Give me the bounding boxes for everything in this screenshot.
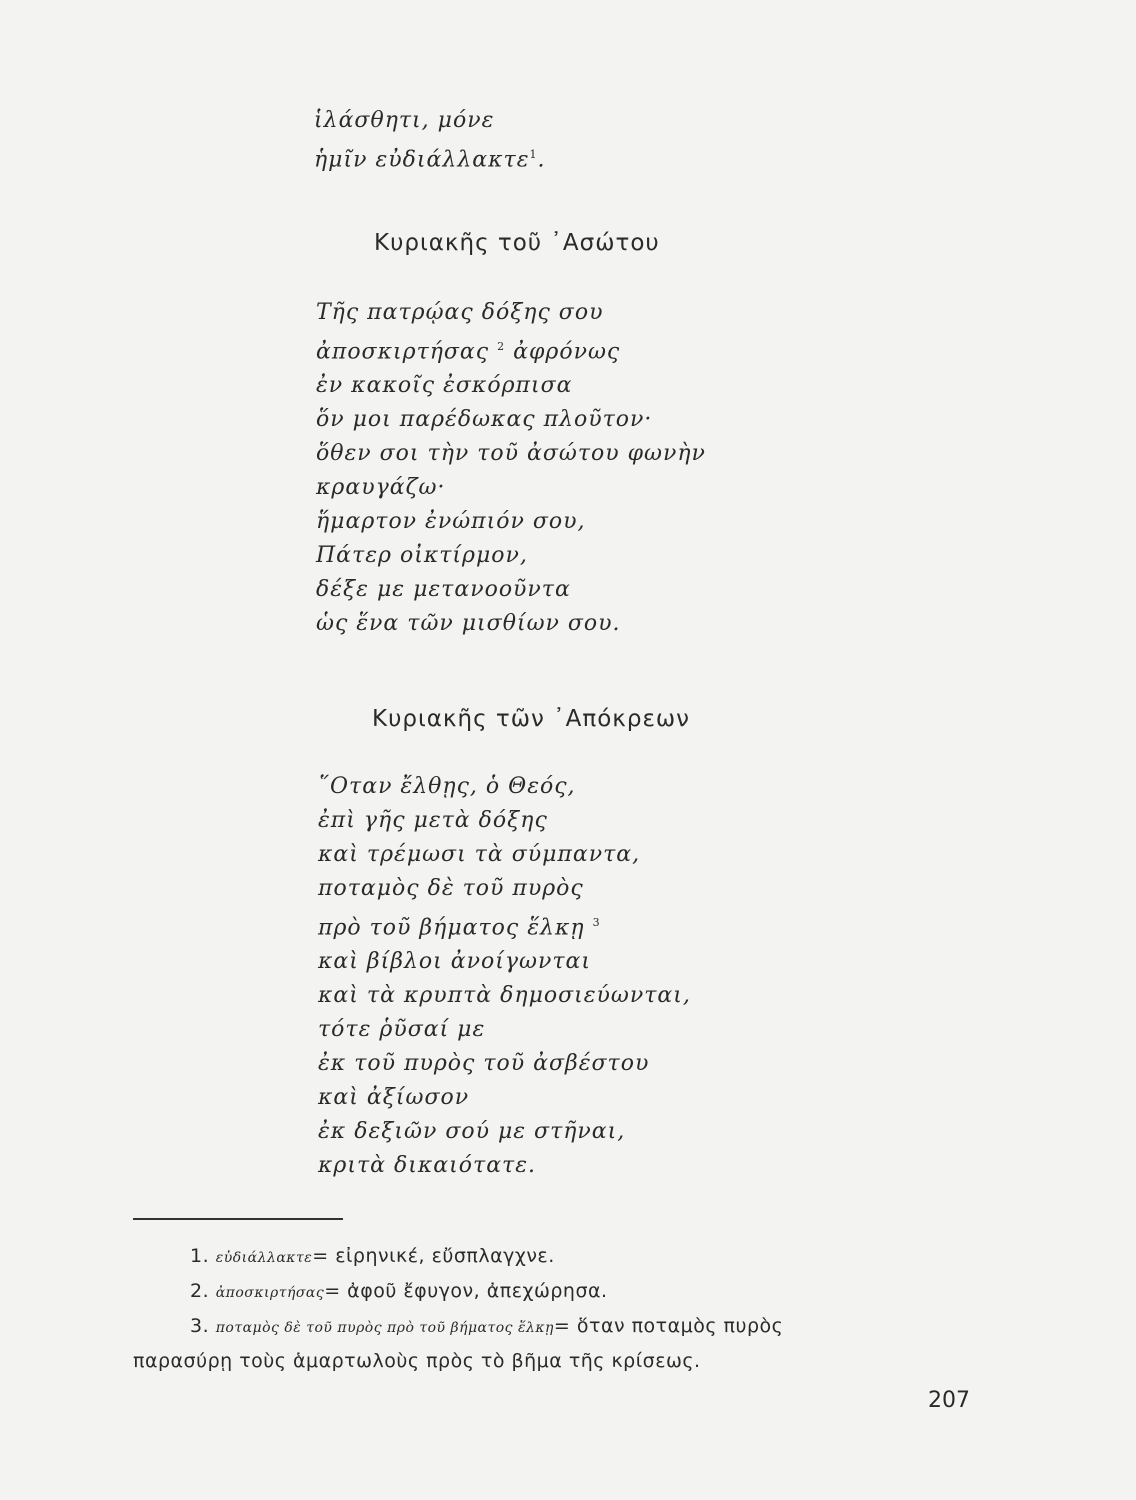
verse-line: ῞Οταν ἔλθῃς, ὁ Θεός, <box>318 774 576 799</box>
verse-line: ἥμαρτον ἐνώπιόν σου, <box>316 509 586 535</box>
verse-line: ἐκ δεξιῶν σού με στῆναι, <box>318 1119 626 1145</box>
verse-line: ὅν μοι παρέδωκας πλοῦτον· <box>316 407 653 433</box>
footnote-ref: 2 <box>497 340 506 353</box>
verse-line: Τῆς πατρῴας δόξης σου <box>316 300 604 325</box>
verse-line: κραυγάζω· <box>316 475 446 501</box>
verse-line: ποταμὸς δὲ τοῦ πυρὸς <box>318 876 584 901</box>
section-heading-asotou: Κυριακῆς τοῦ ᾿Ασώτου <box>374 230 660 256</box>
page-number: 207 <box>928 1388 970 1413</box>
verse-line: ἐπὶ γῆς μετὰ δόξης <box>318 808 548 833</box>
verse-line: Πάτερ οἰκτίρμον, <box>316 543 528 569</box>
footnote-ref: 3 <box>592 916 601 929</box>
verse-line: ὡς ἕνα τῶν μισθίων σου. <box>316 611 621 637</box>
verse-line: κριτὰ δικαιότατε. <box>318 1153 537 1179</box>
footnote-2: 2. ἀποσκιρτήσας= ἀφοῦ ἔφυγον, ἀπεχώρησα. <box>190 1280 608 1302</box>
verse-line: ἐκ τοῦ πυρὸς τοῦ ἀσβέστου <box>318 1051 650 1077</box>
verse-line: καὶ ἀξίωσον <box>318 1085 470 1111</box>
hymn-apokreon <box>318 770 691 1183</box>
verse-line: ἐν κακοῖς ἐσκόρπισα <box>316 373 573 399</box>
verse-line: τότε ῥῦσαί με <box>318 1017 486 1043</box>
verse-line: πρὸ τοῦ βήματος ἕλκῃ $^3$ <box>318 915 601 941</box>
verse-line: ἀποσκιρτήσας $^2$ ἀφρόνως <box>316 339 621 365</box>
section-heading-apokreon: Κυριακῆς τῶν ᾿Απόκρεων <box>372 706 690 732</box>
footnote-divider <box>133 1218 343 1220</box>
verse-line: ὅθεν σοι τὴν τοῦ ἀσώτου φωνὴν <box>316 441 706 467</box>
footnote-3-continuation: παρασύρῃ τοὺς ἁμαρτωλοὺς πρὸς τὸ βῆμα τῆς κρίσεως. <box>133 1350 701 1372</box>
verse-line: καὶ τρέμωσι τὰ σύμπαντα, <box>318 842 641 867</box>
verse-line: καὶ τὰ κρυπτὰ δημοσιεύωνται, <box>318 983 691 1009</box>
hymn-asotou <box>316 296 706 641</box>
verse-line: καὶ βίβλοι ἀνοίγωνται <box>318 949 591 975</box>
footnote-1: 1. εὐδιάλλακτε= εἰρηνικέ, εὔσπλαγχνε. <box>190 1245 555 1267</box>
footnote-3: 3. ποταμὸς δὲ τοῦ πυρὸς πρὸ τοῦ βήματος ἕλκῃ= ὅταν ποταμὸς πυρὸς <box>190 1315 784 1337</box>
verse-line: ἡμῖν εὐδιάλλακτε$^1$. <box>314 147 546 173</box>
footnotes <box>133 1240 993 1378</box>
verse-line: ἱλάσθητι, μόνε <box>314 108 495 133</box>
verse-line: δέξε με μετανοοῦντα <box>316 577 571 603</box>
footnote-ref: 1 <box>529 148 538 161</box>
opening-verse <box>314 104 546 177</box>
